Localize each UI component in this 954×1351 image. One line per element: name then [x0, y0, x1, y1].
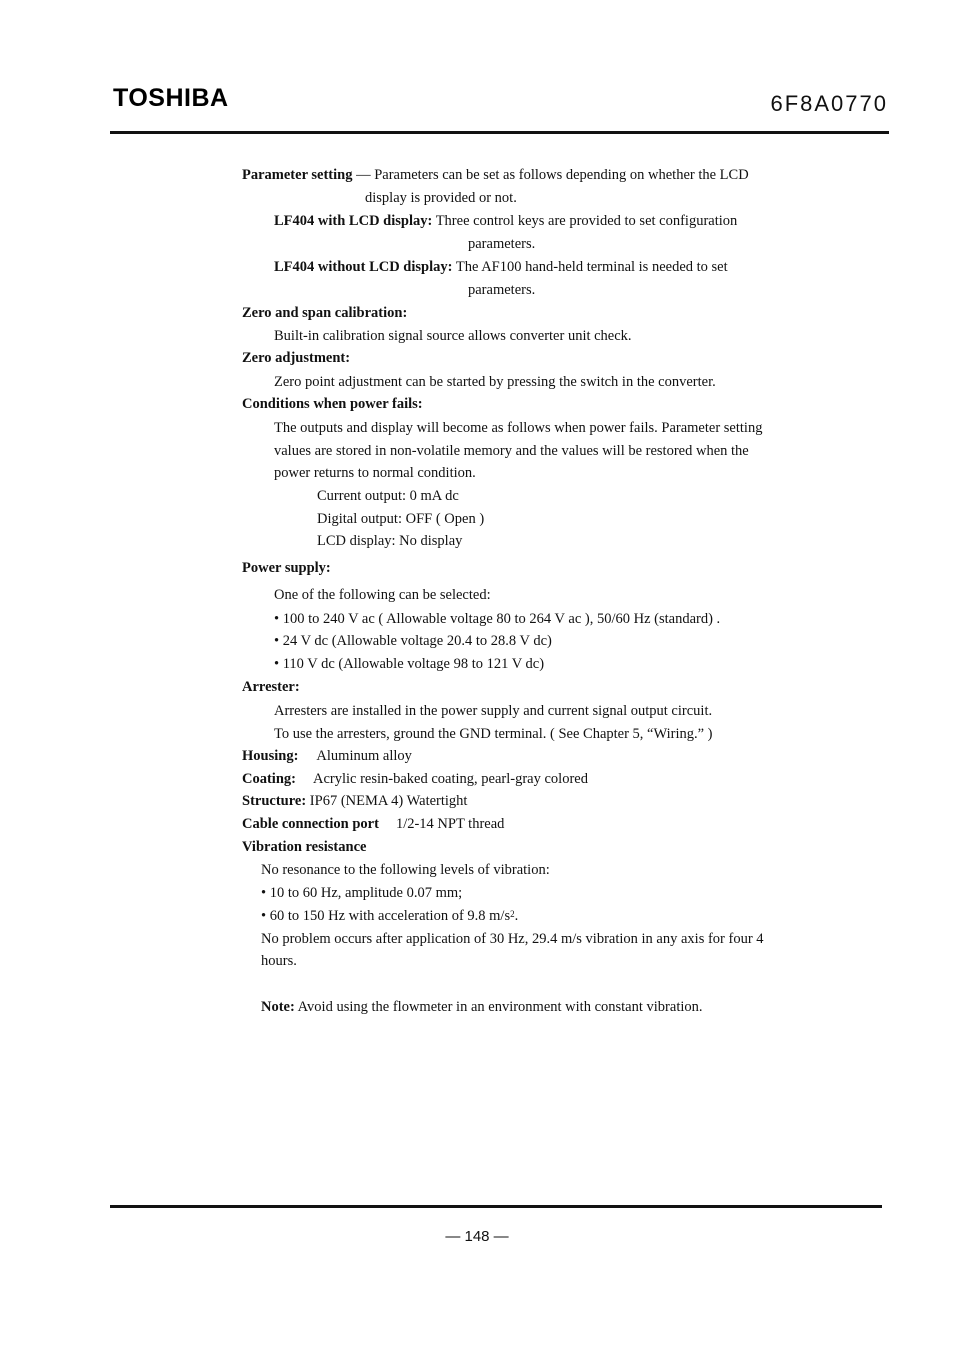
footer-rule [110, 1205, 882, 1208]
param-heading: Parameter setting [242, 167, 353, 183]
power-fail-text-2: values are stored in non-volatile memory and the values will be restored when the [274, 443, 749, 459]
housing-line: Housing: Aluminum alloy [242, 748, 412, 764]
power-supply-heading: Power supply: [242, 560, 331, 576]
power-fail-item-2: Digital output: OFF ( Open ) [317, 511, 485, 527]
power-supply-item-3: • 110 V dc (Allowable voltage 98 to 121 V dc) [274, 656, 545, 672]
param-lcd-line-1: LF404 with LCD display: Three control keys are provided to set configuration [274, 213, 738, 229]
vibration-text-2: hours. [261, 953, 297, 969]
param-lcd-line-2: parameters. [468, 236, 536, 252]
coating-line: Coating: Acrylic resin-baked coating, pearl-gray colored [242, 771, 588, 787]
param-nolcd-line-2: parameters. [468, 282, 536, 298]
power-supply-intro: One of the following can be selected: [274, 587, 491, 603]
zero-adj-text: Zero point adjustment can be started by pressing the switch in the converter. [274, 374, 716, 390]
structure-line: Structure: IP67 (NEMA 4) Watertight [242, 793, 468, 809]
vibration-item-2: • 60 to 150 Hz with acceleration of 9.8 $m/s^2$. [261, 908, 519, 924]
brand-logo: TOSHIBA [113, 84, 229, 112]
param-lcd-label: LF404 with LCD display: [274, 213, 433, 229]
zero-adj-heading: Zero adjustment: [242, 350, 351, 366]
power-supply-item-1: • 100 to 240 V ac ( Allowable voltage 80 to 264 V ac ), 50/60 Hz (standard) . [274, 611, 721, 627]
power-fail-item-3: LCD display: No display [317, 533, 463, 549]
document-number: 6F8A0770 [770, 91, 888, 116]
header-rule [110, 131, 889, 134]
zero-span-text: Built-in calibration signal source allows converter unit check. [274, 328, 632, 344]
param-line-2: display is provided or not. [365, 190, 517, 206]
vibration-item-1: • 10 to 60 Hz, amplitude 0.07 mm; [261, 885, 463, 901]
structure-label: Structure: [242, 793, 307, 809]
param-nolcd-label: LF404 without LCD display: [274, 259, 453, 275]
arrester-heading: Arrester: [242, 679, 300, 695]
note-label: Note: [261, 999, 295, 1015]
cable-label: Cable connection port [242, 816, 379, 832]
housing-label: Housing: [242, 748, 299, 764]
power-fail-text-3: power returns to normal condition. [274, 465, 476, 481]
coating-label: Coating: [242, 771, 296, 787]
power-fail-heading: Conditions when power fails: [242, 396, 423, 412]
vibration-text-1: No problem occurs after application of 30 Hz, 29.4 m/s vibration in any axis for four 4 [261, 931, 764, 947]
zero-span-heading: Zero and span calibration: [242, 305, 408, 321]
page-number: — 148 — [445, 1228, 509, 1245]
arrester-text-2: To use the arresters, ground the GND terminal. ( See Chapter 5, “Wiring.” ) [274, 726, 713, 742]
param-nolcd-line-1: LF404 without LCD display: The AF100 hand-held terminal is needed to set [274, 259, 728, 275]
power-fail-item-1: Current output: 0 mA dc [317, 488, 459, 504]
vibration-heading: Vibration resistance [242, 839, 367, 855]
cable-line: Cable connection port 1/2-14 NPT thread [242, 816, 505, 832]
vibration-intro: No resonance to the following levels of vibration: [261, 862, 550, 878]
arrester-text-1: Arresters are installed in the power supply and current signal output circuit. [274, 703, 713, 719]
param-line-1: Parameter setting — Parameters can be set as follows depending on whether the LCD [242, 167, 749, 183]
power-fail-text-1: The outputs and display will become as follows when power fails. Parameter setting [274, 420, 763, 436]
note-line: Note: Avoid using the flowmeter in an environment with constant vibration. [261, 999, 703, 1015]
power-supply-item-2: • 24 V dc (Allowable voltage 20.4 to 28.8 V dc) [274, 633, 552, 649]
